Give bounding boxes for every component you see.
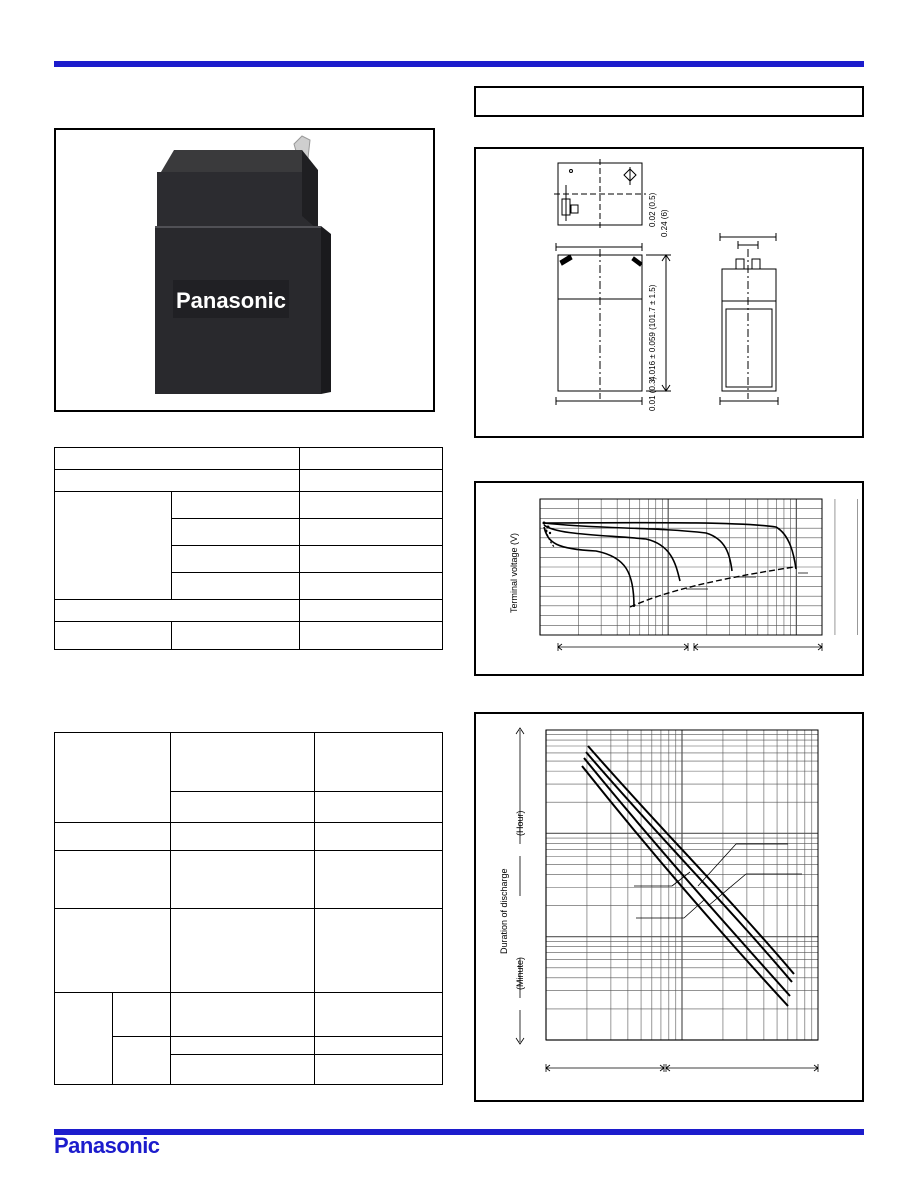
char-cell — [113, 1037, 171, 1085]
char-cell — [171, 1055, 315, 1085]
discharge-chart — [476, 483, 862, 674]
photo-brand-label: Panasonic — [175, 288, 287, 313]
battery-photo — [56, 130, 433, 410]
dim-label-height: 4.016 ± 0.059 (101.7 ± 1.5) — [648, 284, 657, 381]
char-cell — [315, 823, 443, 851]
char-cell — [315, 1055, 443, 1085]
duration-chart — [476, 714, 862, 1100]
dimensions-panel — [474, 147, 864, 438]
discharge-chart-panel — [474, 481, 864, 676]
spec-cell — [300, 622, 443, 650]
spec-cell — [55, 622, 172, 650]
char-cell — [113, 993, 171, 1037]
spec-table — [54, 447, 443, 650]
spec-cell — [300, 573, 443, 600]
footer-brand-logo: Panasonic — [54, 1133, 160, 1158]
spec-cell — [55, 470, 300, 492]
spec-cell — [300, 470, 443, 492]
spec-cell — [300, 492, 443, 519]
char-cell — [55, 909, 171, 993]
char-cell — [315, 993, 443, 1037]
bottom-rule — [54, 1129, 864, 1135]
spec-cell — [55, 492, 172, 600]
char-cell — [171, 823, 315, 851]
char-cell — [55, 851, 171, 909]
spec-cell — [172, 492, 300, 519]
char-cell — [171, 993, 315, 1037]
char-cell — [315, 792, 443, 823]
char-cell — [55, 733, 171, 823]
spec-cell — [300, 448, 443, 470]
characteristics-table — [54, 732, 443, 1085]
dim-label-base: 0.01 (0.3) — [648, 376, 657, 411]
discharge-y-axis-label: Terminal voltage (V) — [509, 532, 519, 613]
spec-cell — [172, 622, 300, 650]
duration-unit-minute: (Minute) — [515, 956, 525, 990]
char-cell — [315, 1037, 443, 1055]
char-cell — [171, 851, 315, 909]
char-cell — [171, 1037, 315, 1055]
duration-chart-panel — [474, 712, 864, 1102]
char-cell — [171, 909, 315, 993]
dim-label-terminal: 0.24 (6) — [660, 209, 669, 237]
top-rule — [54, 61, 864, 67]
duration-y-axis-label: Duration of discharge — [499, 868, 509, 954]
spec-cell — [300, 519, 443, 546]
spec-cell — [172, 573, 300, 600]
product-photo-frame — [54, 128, 435, 412]
spec-cell — [300, 600, 443, 622]
duration-unit-hour: (Hour) — [515, 810, 525, 836]
char-cell — [171, 792, 315, 823]
char-cell — [171, 733, 315, 792]
spec-cell — [300, 546, 443, 573]
spec-cell — [55, 600, 300, 622]
char-cell — [315, 909, 443, 993]
char-cell — [315, 851, 443, 909]
spec-cell — [172, 519, 300, 546]
dim-label-lid-gap: 0.02 (0.5) — [648, 192, 657, 227]
spec-cell — [172, 546, 300, 573]
model-heading-box — [474, 86, 864, 117]
char-cell — [55, 993, 113, 1085]
char-cell — [55, 823, 171, 851]
char-cell — [315, 733, 443, 792]
spec-cell — [55, 448, 300, 470]
